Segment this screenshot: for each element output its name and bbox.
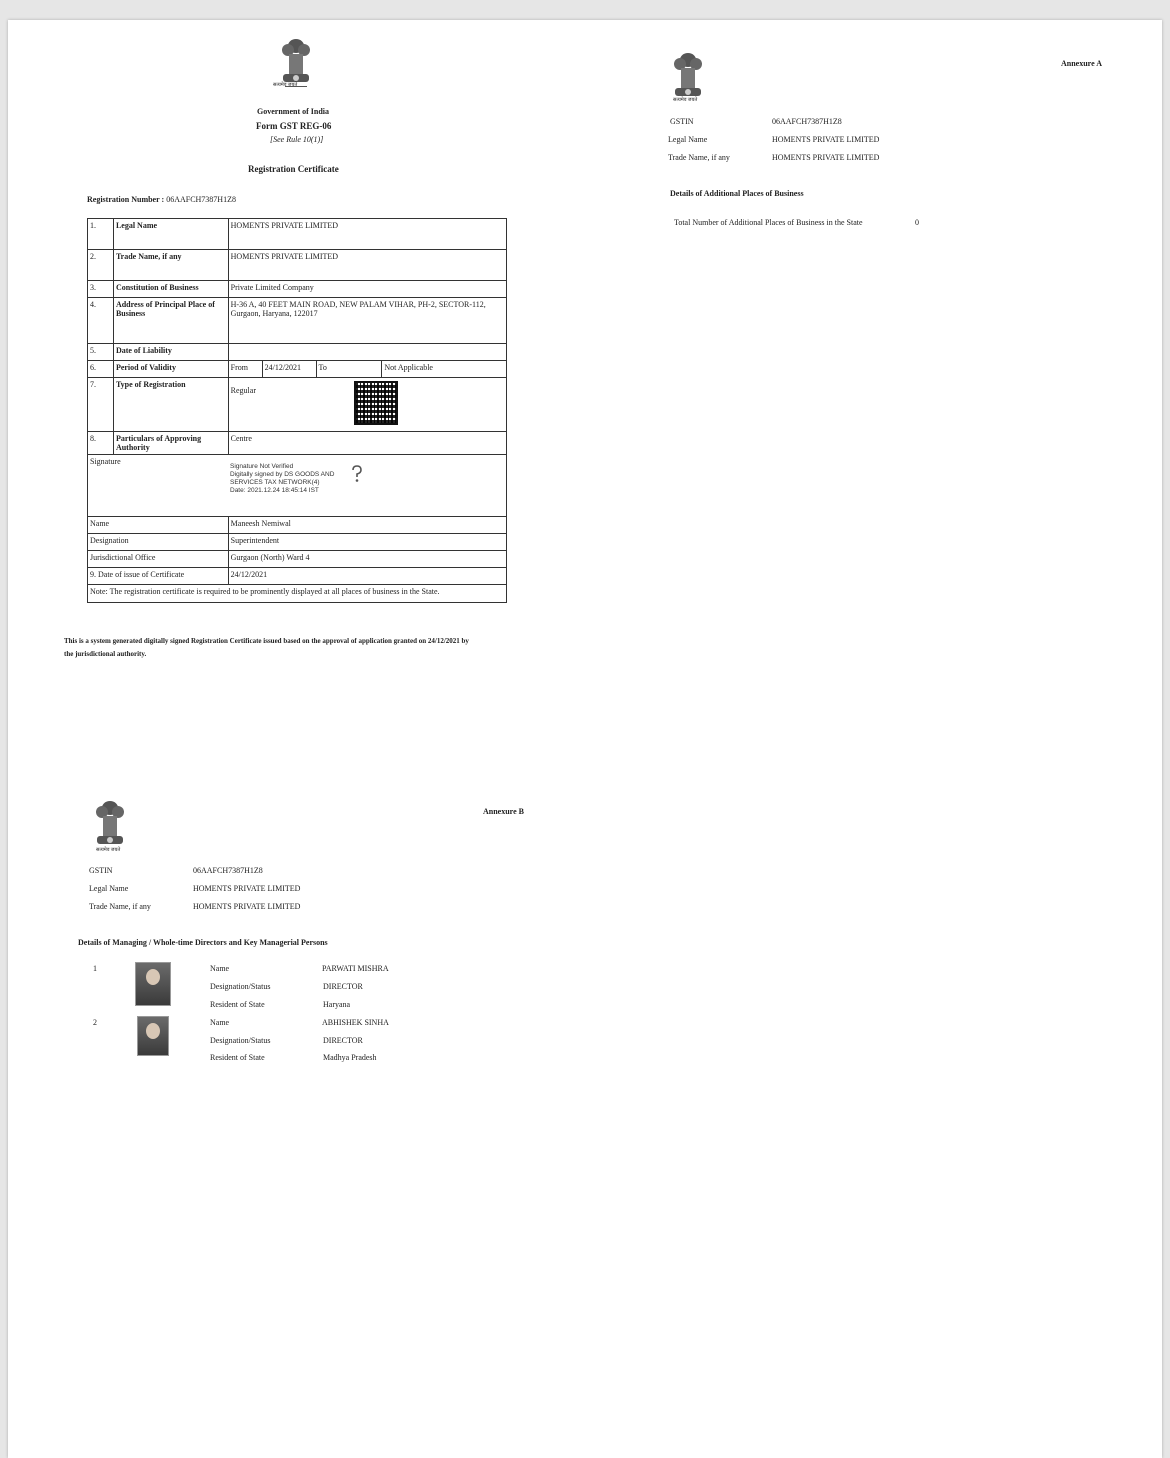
additional-places-count: 0: [915, 218, 919, 227]
validity-from-label: From: [228, 361, 262, 378]
row-number: 5.: [88, 344, 114, 361]
emblem-caption: सत्यमेव जयते: [673, 98, 698, 103]
state-label: Resident of State: [210, 1000, 265, 1009]
officer-value: Superintendent: [228, 534, 506, 551]
signature-unverified-icon: [350, 465, 364, 483]
person-number: 1: [93, 964, 97, 973]
row-label: Date of Liability: [113, 344, 228, 361]
row-value: Private Limited Company: [228, 281, 506, 298]
gstin-value: 06AAFCH7387H1Z8: [772, 117, 842, 126]
table-row: [88, 585, 507, 603]
directors-heading: Details of Managing / Whole-time Directors and Key Managerial Persons: [78, 938, 328, 947]
row-value: Centre: [228, 432, 506, 455]
document-page: [8, 20, 1162, 1458]
person-number: 2: [93, 1018, 97, 1027]
person-name: ABHISHEK SINHA: [322, 1018, 389, 1027]
row-number: 1.: [88, 219, 114, 250]
table-row: [88, 551, 507, 568]
registration-number-label: Registration Number :: [87, 195, 165, 204]
legal-name-value: HOMENTS PRIVATE LIMITED: [193, 884, 301, 893]
annexure-b-title: Annexure B: [483, 807, 524, 816]
validity-to-label: To: [316, 361, 382, 378]
designation-label: Designation/Status: [210, 982, 271, 991]
person-state: Madhya Pradesh: [323, 1053, 377, 1062]
validity-to: Not Applicable: [382, 361, 507, 378]
officer-label: 9. Date of issue of Certificate: [88, 568, 229, 585]
person-designation: DIRECTOR: [323, 982, 363, 991]
gstin-label: GSTIN: [89, 866, 113, 875]
table-row: [88, 344, 507, 361]
row-label: Constitution of Business: [113, 281, 228, 298]
digital-signature: [230, 463, 334, 495]
signature-line: Date: 2021.12.24 18:45:14 IST: [230, 487, 319, 494]
row-number: 8.: [88, 432, 114, 455]
national-emblem-icon: [93, 798, 127, 864]
gstin-value: 06AAFCH7387H1Z8: [193, 866, 263, 875]
additional-places-heading: Details of Additional Places of Business: [670, 189, 804, 198]
signature-label: Signature: [90, 457, 121, 466]
name-label: Name: [210, 964, 230, 973]
table-row: [88, 517, 507, 534]
gstin-label: GSTIN: [670, 117, 694, 126]
form-heading: Form GST REG-06: [256, 121, 332, 131]
qr-code: [354, 381, 398, 425]
annexure-a-title: Annexure A: [1061, 59, 1102, 68]
officer-label: Name: [88, 517, 229, 534]
table-row: [88, 298, 507, 344]
officer-value: 24/12/2021: [228, 568, 506, 585]
officer-label: Jurisdictional Office: [88, 551, 229, 568]
designation-label: Designation/Status: [210, 1036, 271, 1045]
additional-places-label: Total Number of Additional Places of Business in the State: [674, 218, 863, 227]
row-number: 2.: [88, 250, 114, 281]
trade-name-label: Trade Name, if any: [89, 902, 151, 911]
registration-number-value: 06AAFCH7387H1Z8: [166, 195, 236, 204]
legal-name-label: Legal Name: [668, 135, 708, 144]
table-row: [88, 432, 507, 455]
row-value: [228, 344, 506, 361]
table-row: [88, 250, 507, 281]
footer-line-2: the jurisdictional authority.: [64, 650, 147, 658]
state-label: Resident of State: [210, 1053, 265, 1062]
emblem-caption: सत्यमेव जयते: [273, 83, 298, 88]
national-emblem-icon: [671, 50, 705, 116]
row-label: Particulars of Approving Authority: [113, 432, 228, 455]
registration-number: [87, 195, 236, 204]
legal-name-label: Legal Name: [89, 884, 129, 893]
table-row: [88, 378, 507, 432]
signature-line: Digitally signed by DS GOODS AND: [230, 471, 335, 478]
certificate-title: Registration Certificate: [248, 164, 339, 174]
display-note: Note: The registration certificate is required to be prominently displayed at all places of business in the State.: [88, 585, 507, 603]
name-label: Name: [210, 1018, 230, 1027]
trade-name-value: HOMENTS PRIVATE LIMITED: [772, 153, 880, 162]
officer-value: Maneesh Nemiwal: [228, 517, 506, 534]
row-label: Trade Name, if any: [113, 250, 228, 281]
person-designation: DIRECTOR: [323, 1036, 363, 1045]
signature-line: Signature Not Verified: [230, 463, 294, 470]
trade-name-label: Trade Name, if any: [668, 153, 730, 162]
row-value: HOMENTS PRIVATE LIMITED: [228, 219, 506, 250]
row-value: Regular: [230, 386, 256, 395]
row-label: Period of Validity: [113, 361, 228, 378]
signature-row: [88, 455, 507, 517]
row-label: Legal Name: [113, 219, 228, 250]
officer-label: Designation: [88, 534, 229, 551]
row-number: 3.: [88, 281, 114, 298]
person-photo: [135, 962, 171, 1006]
signature-line: SERVICES TAX NETWORK(4): [230, 479, 320, 486]
row-number: 4.: [88, 298, 114, 344]
rule-reference: [See Rule 10(1)]: [270, 135, 324, 144]
person-state: Haryana: [323, 1000, 351, 1009]
emblem-caption: सत्यमेव जयते: [96, 848, 121, 853]
table-row: [88, 534, 507, 551]
officer-value: Gurgaon (North) Ward 4: [228, 551, 506, 568]
legal-name-value: HOMENTS PRIVATE LIMITED: [772, 135, 880, 144]
trade-name-value: HOMENTS PRIVATE LIMITED: [193, 902, 301, 911]
certificate-table: [87, 218, 507, 603]
national-emblem-icon: [279, 36, 313, 102]
validity-from: 24/12/2021: [262, 361, 316, 378]
row-number: 7.: [88, 378, 114, 432]
table-row: [88, 361, 507, 378]
table-row: [88, 568, 507, 585]
row-label: Type of Registration: [113, 378, 228, 432]
row-value: HOMENTS PRIVATE LIMITED: [228, 250, 506, 281]
person-photo: [137, 1016, 169, 1056]
person-name: PARWATI MISHRA: [322, 964, 389, 973]
row-value: H-36 A, 40 FEET MAIN ROAD, NEW PALAM VIHAR, PH-2, SECTOR-112, Gurgaon, Haryana, 122017: [228, 298, 506, 344]
footer-line-1: This is a system generated digitally signed Registration Certificate issued based on the approval of application granted on 24/12/2021 by: [64, 637, 469, 645]
table-row: [88, 281, 507, 298]
row-number: 6.: [88, 361, 114, 378]
row-label: Address of Principal Place of Business: [113, 298, 228, 344]
gov-heading: Government of India: [257, 107, 329, 116]
table-row: [88, 219, 507, 250]
